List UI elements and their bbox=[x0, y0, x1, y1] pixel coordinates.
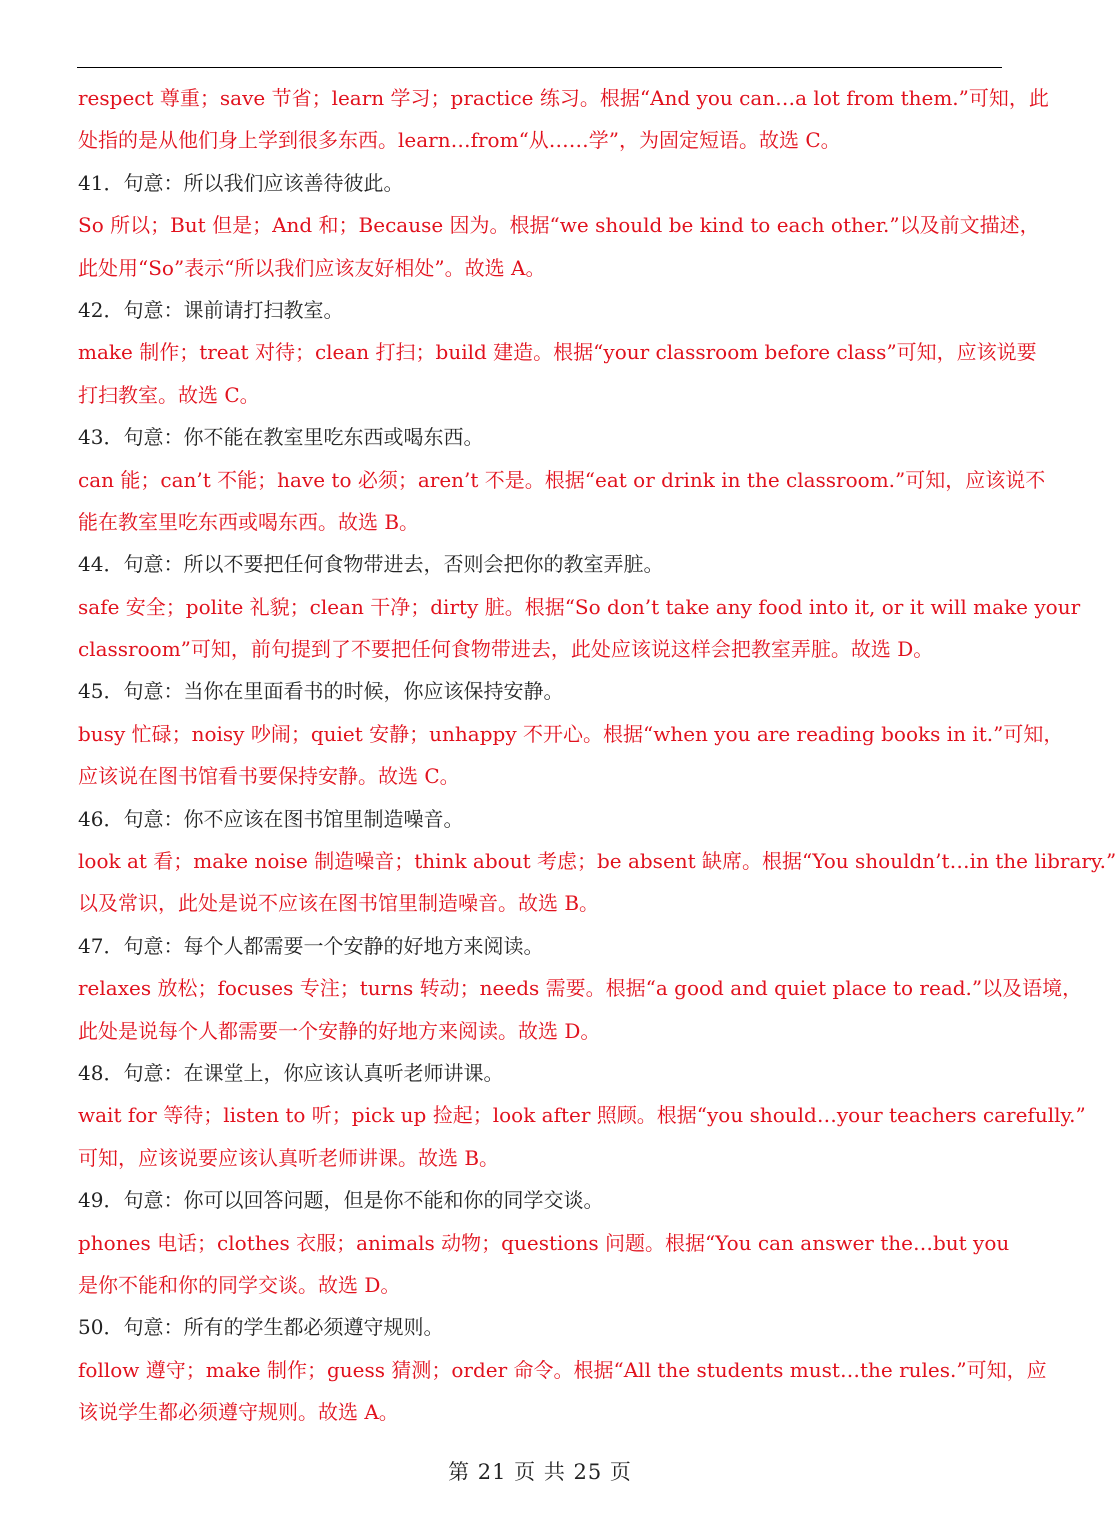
text-line: 48．句意：在课堂上，你应该认真听老师讲课。 bbox=[78, 1060, 504, 1085]
text-line: 44．句意：所以不要把任何食物带进去，否则会把你的教室弄脏。 bbox=[78, 552, 664, 577]
text-line: make 制作；treat 对待；clean 打扫；build 建造。根据“your classroom before class”可知，应该说要 bbox=[78, 340, 1037, 365]
text-line: 49．句意：你可以回答问题，但是你不能和你的同学交谈。 bbox=[78, 1188, 604, 1213]
text-line: look at 看；make noise 制造噪音；think about 考虑；be absent 缺席。根据“You shouldn’t…in the library.” bbox=[78, 849, 1116, 874]
text-line: 处指的是从他们身上学到很多东西。learn…from“从……学”，为固定短语。故选 C。 bbox=[78, 128, 841, 153]
text-line: wait for 等待；listen to 听；pick up 捡起；look after 照顾。根据“you should…your teachers carefully.” bbox=[78, 1103, 1086, 1128]
text-line: respect 尊重；save 节省；learn 学习；practice 练习。根据“And you can…a lot from them.”可知，此 bbox=[78, 86, 1049, 110]
text-line: 45．句意：当你在里面看书的时候，你应该保持安静。 bbox=[78, 679, 564, 704]
text-line: 42．句意：课前请打扫教室。 bbox=[78, 297, 344, 322]
text-line: 是你不能和你的同学交谈。故选 D。 bbox=[78, 1272, 401, 1297]
text-line: 可知，应该说要应该认真听老师讲课。故选 B。 bbox=[78, 1145, 500, 1170]
text-line: follow 遵守；make 制作；guess 猜测；order 命令。根据“All the students must…the rules.”可知，应 bbox=[78, 1357, 1047, 1382]
text-line: 46．句意：你不应该在图书馆里制造噪音。 bbox=[78, 806, 464, 831]
text-line: classroom”可知，前句提到了不要把任何食物带进去，此处应该说这样会把教室弄脏。故选 D。 bbox=[78, 637, 934, 662]
header-rule bbox=[77, 67, 1002, 68]
page-body bbox=[78, 77, 1116, 1434]
text-line: phones 电话；clothes 衣服；animals 动物；questions 问题。根据“You can answer the…but you bbox=[78, 1230, 1010, 1255]
text-line: 50．句意：所有的学生都必须遵守规则。 bbox=[78, 1315, 444, 1340]
text-line: 47．句意：每个人都需要一个安静的好地方来阅读。 bbox=[78, 933, 544, 958]
text-line: 此处是说每个人都需要一个安静的好地方来阅读。故选 D。 bbox=[78, 1018, 601, 1043]
text-line: 应该说在图书馆看书要保持安静。故选 C。 bbox=[78, 764, 460, 789]
text-line: 该说学生都必须遵守规则。故选 A。 bbox=[78, 1400, 399, 1425]
text-line: 此处用“So”表示“所以我们应该友好相处”。故选 A。 bbox=[78, 255, 546, 280]
text-line: relaxes 放松；focuses 专注；turns 转动；needs 需要。根据“a good and quiet place to read.”以及语境， bbox=[78, 976, 1083, 1001]
text-line: 能在教室里吃东西或喝东西。故选 B。 bbox=[78, 509, 420, 534]
text-line: 43．句意：你不能在教室里吃东西或喝东西。 bbox=[78, 425, 484, 450]
text-line: can 能；can’t 不能；have to 必须；aren’t 不是。根据“eat or drink in the classroom.”可知，应该说不 bbox=[78, 467, 1046, 492]
text-line: busy 忙碌；noisy 吵闹；quiet 安静；unhappy 不开心。根据“when you are reading books in it.”可知， bbox=[78, 721, 1064, 746]
text-line: safe 安全；polite 礼貌；clean 干净；dirty 脏。根据“So don’t take any food into it, or it will make your bbox=[78, 594, 1081, 619]
page-number-footer: 第 21 页 共 25 页 bbox=[448, 1460, 632, 1484]
text-line: 41．句意：所以我们应该善待彼此。 bbox=[78, 170, 404, 195]
text-line: 打扫教室。故选 C。 bbox=[78, 382, 260, 407]
text-line: 以及常识，此处是说不应该在图书馆里制造噪音。故选 B。 bbox=[78, 891, 600, 916]
text-line: So 所以；But 但是；And 和；Because 因为。根据“we should be kind to each other.”以及前文描述， bbox=[78, 213, 1040, 238]
